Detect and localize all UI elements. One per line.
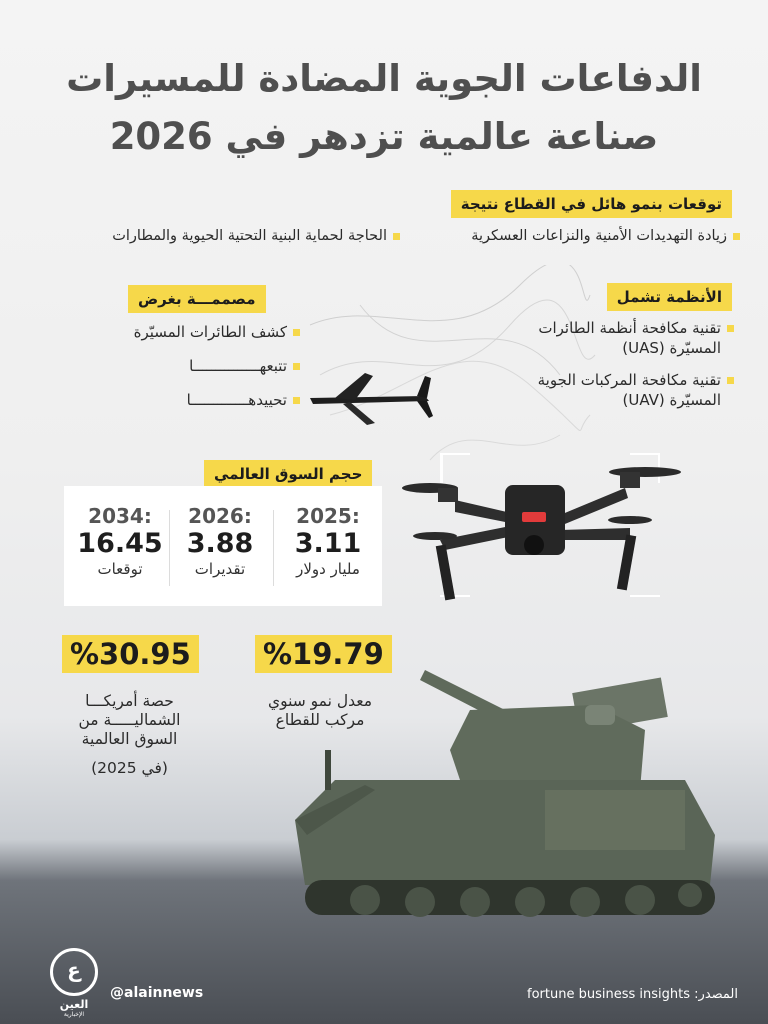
- social-handle: @alainnews: [110, 985, 204, 1001]
- bullet-square-icon: [733, 233, 740, 240]
- title-line-1: الدفاعات الجوية المضادة للمسيرات: [66, 57, 702, 100]
- source-name: fortune business insights: [527, 987, 691, 1002]
- page-title: [0, 50, 768, 166]
- fixed-wing-drone-icon: [305, 368, 435, 428]
- systems-list: [474, 318, 734, 422]
- list-item: تقنية مكافحة أنظمة الطائرات المسيّرة (UAS): [474, 318, 734, 358]
- market-col-2034: 2034: 16.45 توقعات: [77, 504, 163, 578]
- air-defense-tank-icon: [245, 650, 725, 950]
- designed-list: [80, 322, 300, 422]
- alain-logo-icon: ع: [50, 948, 98, 996]
- na-share-text: حصة أمريكـــا الشماليـــــة من السوق العالمية (في 2025): [78, 692, 181, 777]
- cagr-text: معدل نمو سنوي مركب للقطاع: [267, 692, 373, 729]
- growth-reason-1: زيادة التهديدات الأمنية والنزاعات العسكرية: [471, 228, 740, 244]
- systems-label: الأنظمة تشمل: [607, 283, 732, 311]
- bullet-square-icon: [293, 397, 300, 404]
- source-line: [527, 987, 738, 1002]
- source-label: المصدر:: [694, 987, 738, 1002]
- bullet-square-icon: [293, 329, 300, 336]
- logo-subtext: الإخبارية: [63, 1011, 85, 1018]
- market-col-2025: 2025: 3.11 مليار دولار: [294, 504, 362, 578]
- market-col-2026: 2026: 3.88 تقديرات: [186, 504, 254, 578]
- na-share-value: %30.95: [62, 635, 199, 673]
- bullet-square-icon: [393, 233, 400, 240]
- market-size-card: [64, 486, 382, 606]
- growth-label: توقعات بنمو هائل في القطاع نتيجة: [451, 190, 732, 218]
- growth-reason-2: الحاجة لحماية البنية التحتية الحيوية والمطارات: [112, 228, 400, 244]
- logo-text: العين: [59, 998, 89, 1011]
- list-item: تقنية مكافحة المركبات الجوية المسيّرة (UAV): [474, 370, 734, 410]
- cagr-value: %19.79: [255, 635, 392, 673]
- list-item: تتبعهـــــــــــــــا: [80, 356, 300, 376]
- bullet-square-icon: [727, 325, 734, 332]
- divider: [273, 510, 274, 586]
- list-item: كشف الطائرات المسيّرة: [80, 322, 300, 342]
- bullet-square-icon: [293, 363, 300, 370]
- quadcopter-drone-icon: [400, 450, 690, 610]
- designed-label: مصممـــة بغرض: [128, 285, 266, 313]
- list-item: تحييدهـــــــــــــا: [80, 390, 300, 410]
- market-label: حجم السوق العالمي: [204, 460, 372, 488]
- bullet-square-icon: [727, 377, 734, 384]
- title-line-2: صناعة عالمية تزدهر في 2026: [109, 115, 659, 158]
